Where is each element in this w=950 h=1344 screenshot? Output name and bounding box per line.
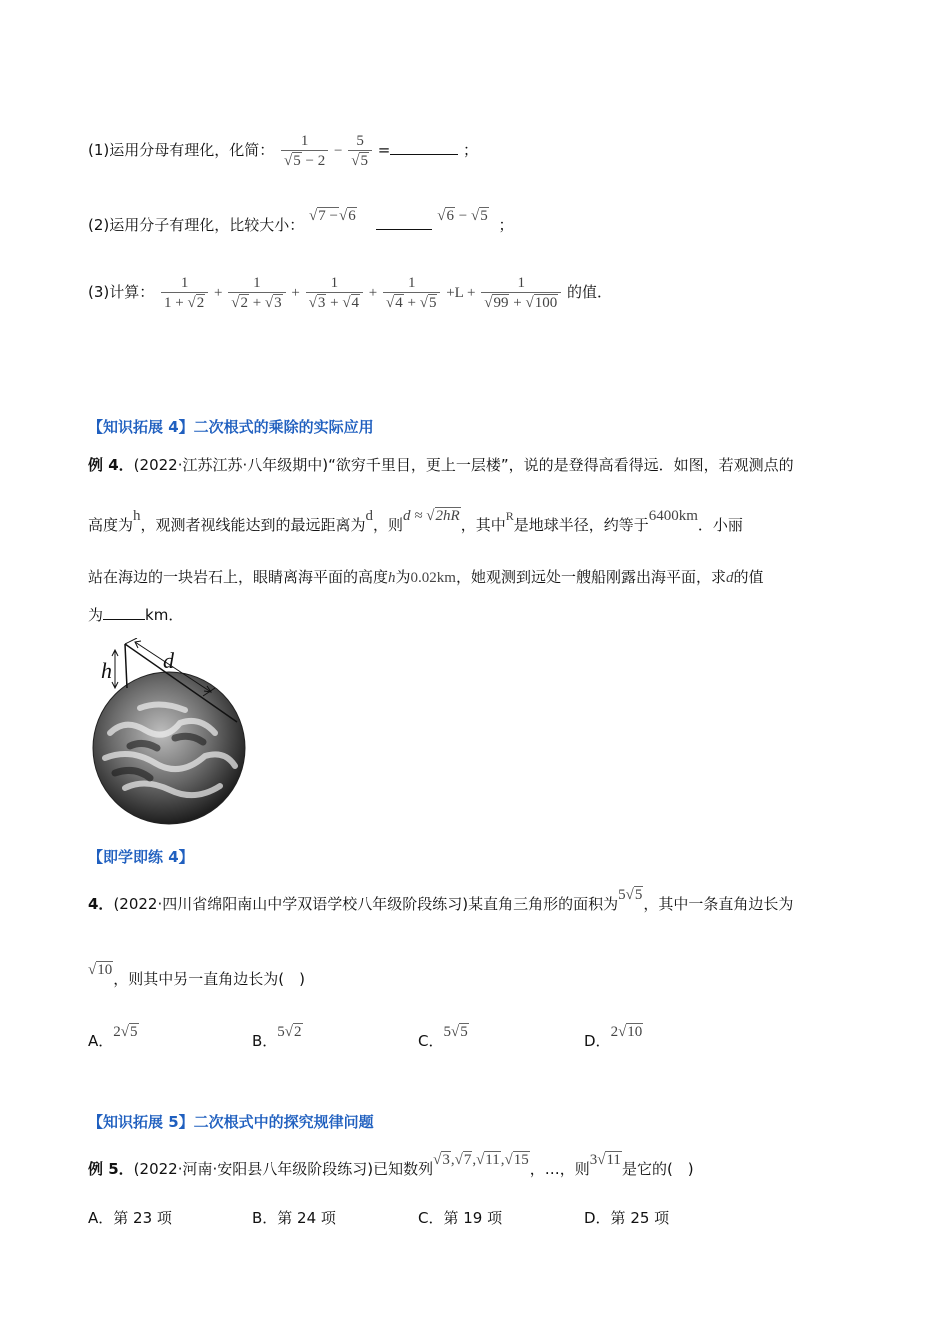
question-2-left-expression: √7 −√6	[309, 208, 356, 224]
question-1: (1)运用分母有理化，化简： $\frac{1}{√5 - 2}$ − $\frac{5}{√5}$ = ；	[88, 132, 479, 170]
label-d: d	[163, 648, 174, 673]
sequence: √3,√7,√11,√15	[433, 1152, 529, 1168]
option-b[interactable]: B．5√2	[252, 1024, 302, 1050]
option-d[interactable]: D．第 25 项	[584, 1209, 670, 1227]
option-a[interactable]: A．2√5	[88, 1024, 138, 1050]
var-R: R	[505, 509, 514, 523]
answer-blank-4[interactable]	[103, 619, 145, 620]
question-1-label: (1)运用分母有理化，化简：	[88, 141, 275, 159]
example-4-line-4: 为 km．	[88, 606, 184, 624]
option-c[interactable]: C．第 19 项	[418, 1209, 503, 1227]
answer-blank-1[interactable]	[390, 154, 458, 155]
option-d[interactable]: D．2√10	[584, 1024, 643, 1050]
section-heading-extension-4: 【知识拓展 4】二次根式的乘除的实际应用	[88, 418, 374, 436]
example-4-line-2: 高度为h，观测者视线能达到的最远距离为d，则d ≈ √2hR，其中$^R$是地球半径，约等于6400km．小丽	[88, 508, 743, 534]
question-1-expression: $\frac{1}{√5 - 2}$ − $\frac{5}{√5}$	[279, 143, 378, 159]
area-value: 5√5	[618, 887, 643, 903]
section-heading-extension-5: 【知识拓展 5】二次根式中的探究规律问题	[88, 1113, 374, 1131]
var-d: d	[365, 508, 374, 524]
example-4-line-1: 例 4．(2022·江苏江苏·八年级期中)“欲穷千里目，更上一层楼”，说的是登得高看得远．如图，若观测点的	[88, 456, 794, 474]
question-3-series: $\frac{1}{1 + √2}$ + $\frac{1}{√2 + √3}$ + $\frac{1}{√3 + √4}$ + $\frac{1}{√4 + √5}$ +L + $\frac{1}{√99 + √100}$	[159, 285, 567, 301]
question-3: (3)计算： $\frac{1}{1 + √2}$ + $\frac{1}{√2 + √3}$ + $\frac{1}{√3 + √4}$ + $\frac{1}{√4 + √5}$ +L + $\frac{1}{√99 + √100}$ 的值．	[88, 274, 612, 312]
height-value: 0.02km	[410, 570, 456, 586]
equals-sign: =	[377, 141, 391, 159]
side-value: √10	[88, 962, 113, 978]
example-5-line-1: 例 5．(2022·河南·安阳县八年级阶段练习)已知数列√3,√7,√11,√15，…，则3√11是它的( )	[88, 1152, 694, 1178]
question-2-right-expression: √6 − √5	[437, 208, 488, 224]
option-c[interactable]: C．5√5	[418, 1024, 468, 1050]
earth-figure	[85, 638, 250, 830]
earth-globe	[93, 672, 245, 824]
question-2: (2)运用分子有理化，比较大小： √7 −√6 √6 − √5 ；	[88, 208, 514, 234]
section-heading-practice-4: 【即学即练 4】	[88, 848, 194, 866]
question-3-label: (3)计算：	[88, 283, 155, 301]
option-b[interactable]: B．第 24 项	[252, 1209, 336, 1227]
earth-radius-value: 6400km	[648, 508, 698, 524]
target-term: 3√11	[589, 1152, 621, 1168]
answer-blank-2[interactable]	[376, 229, 432, 230]
example-4-line-3: 站在海边的一块岩石上，眼睛离海平面的高度h为0.02km，她观测到远处一艘船刚露出海平面，求d的值	[88, 568, 764, 586]
height-segment	[125, 644, 127, 688]
option-a[interactable]: A．第 23 项	[88, 1209, 172, 1227]
question-4-line-1: 4．(2022·四川省绵阳南山中学双语学校八年级阶段练习)某直角三角形的面积为5√5，其中一条直角边长为	[88, 887, 794, 913]
question-4-line-2: √10，则其中另一直角边长为( )	[88, 962, 305, 988]
formula-d: d ≈ √2hR	[403, 508, 460, 524]
label-h: h	[101, 658, 112, 683]
question-2-label: (2)运用分子有理化，比较大小：	[88, 216, 305, 234]
var-h: h	[133, 508, 141, 524]
